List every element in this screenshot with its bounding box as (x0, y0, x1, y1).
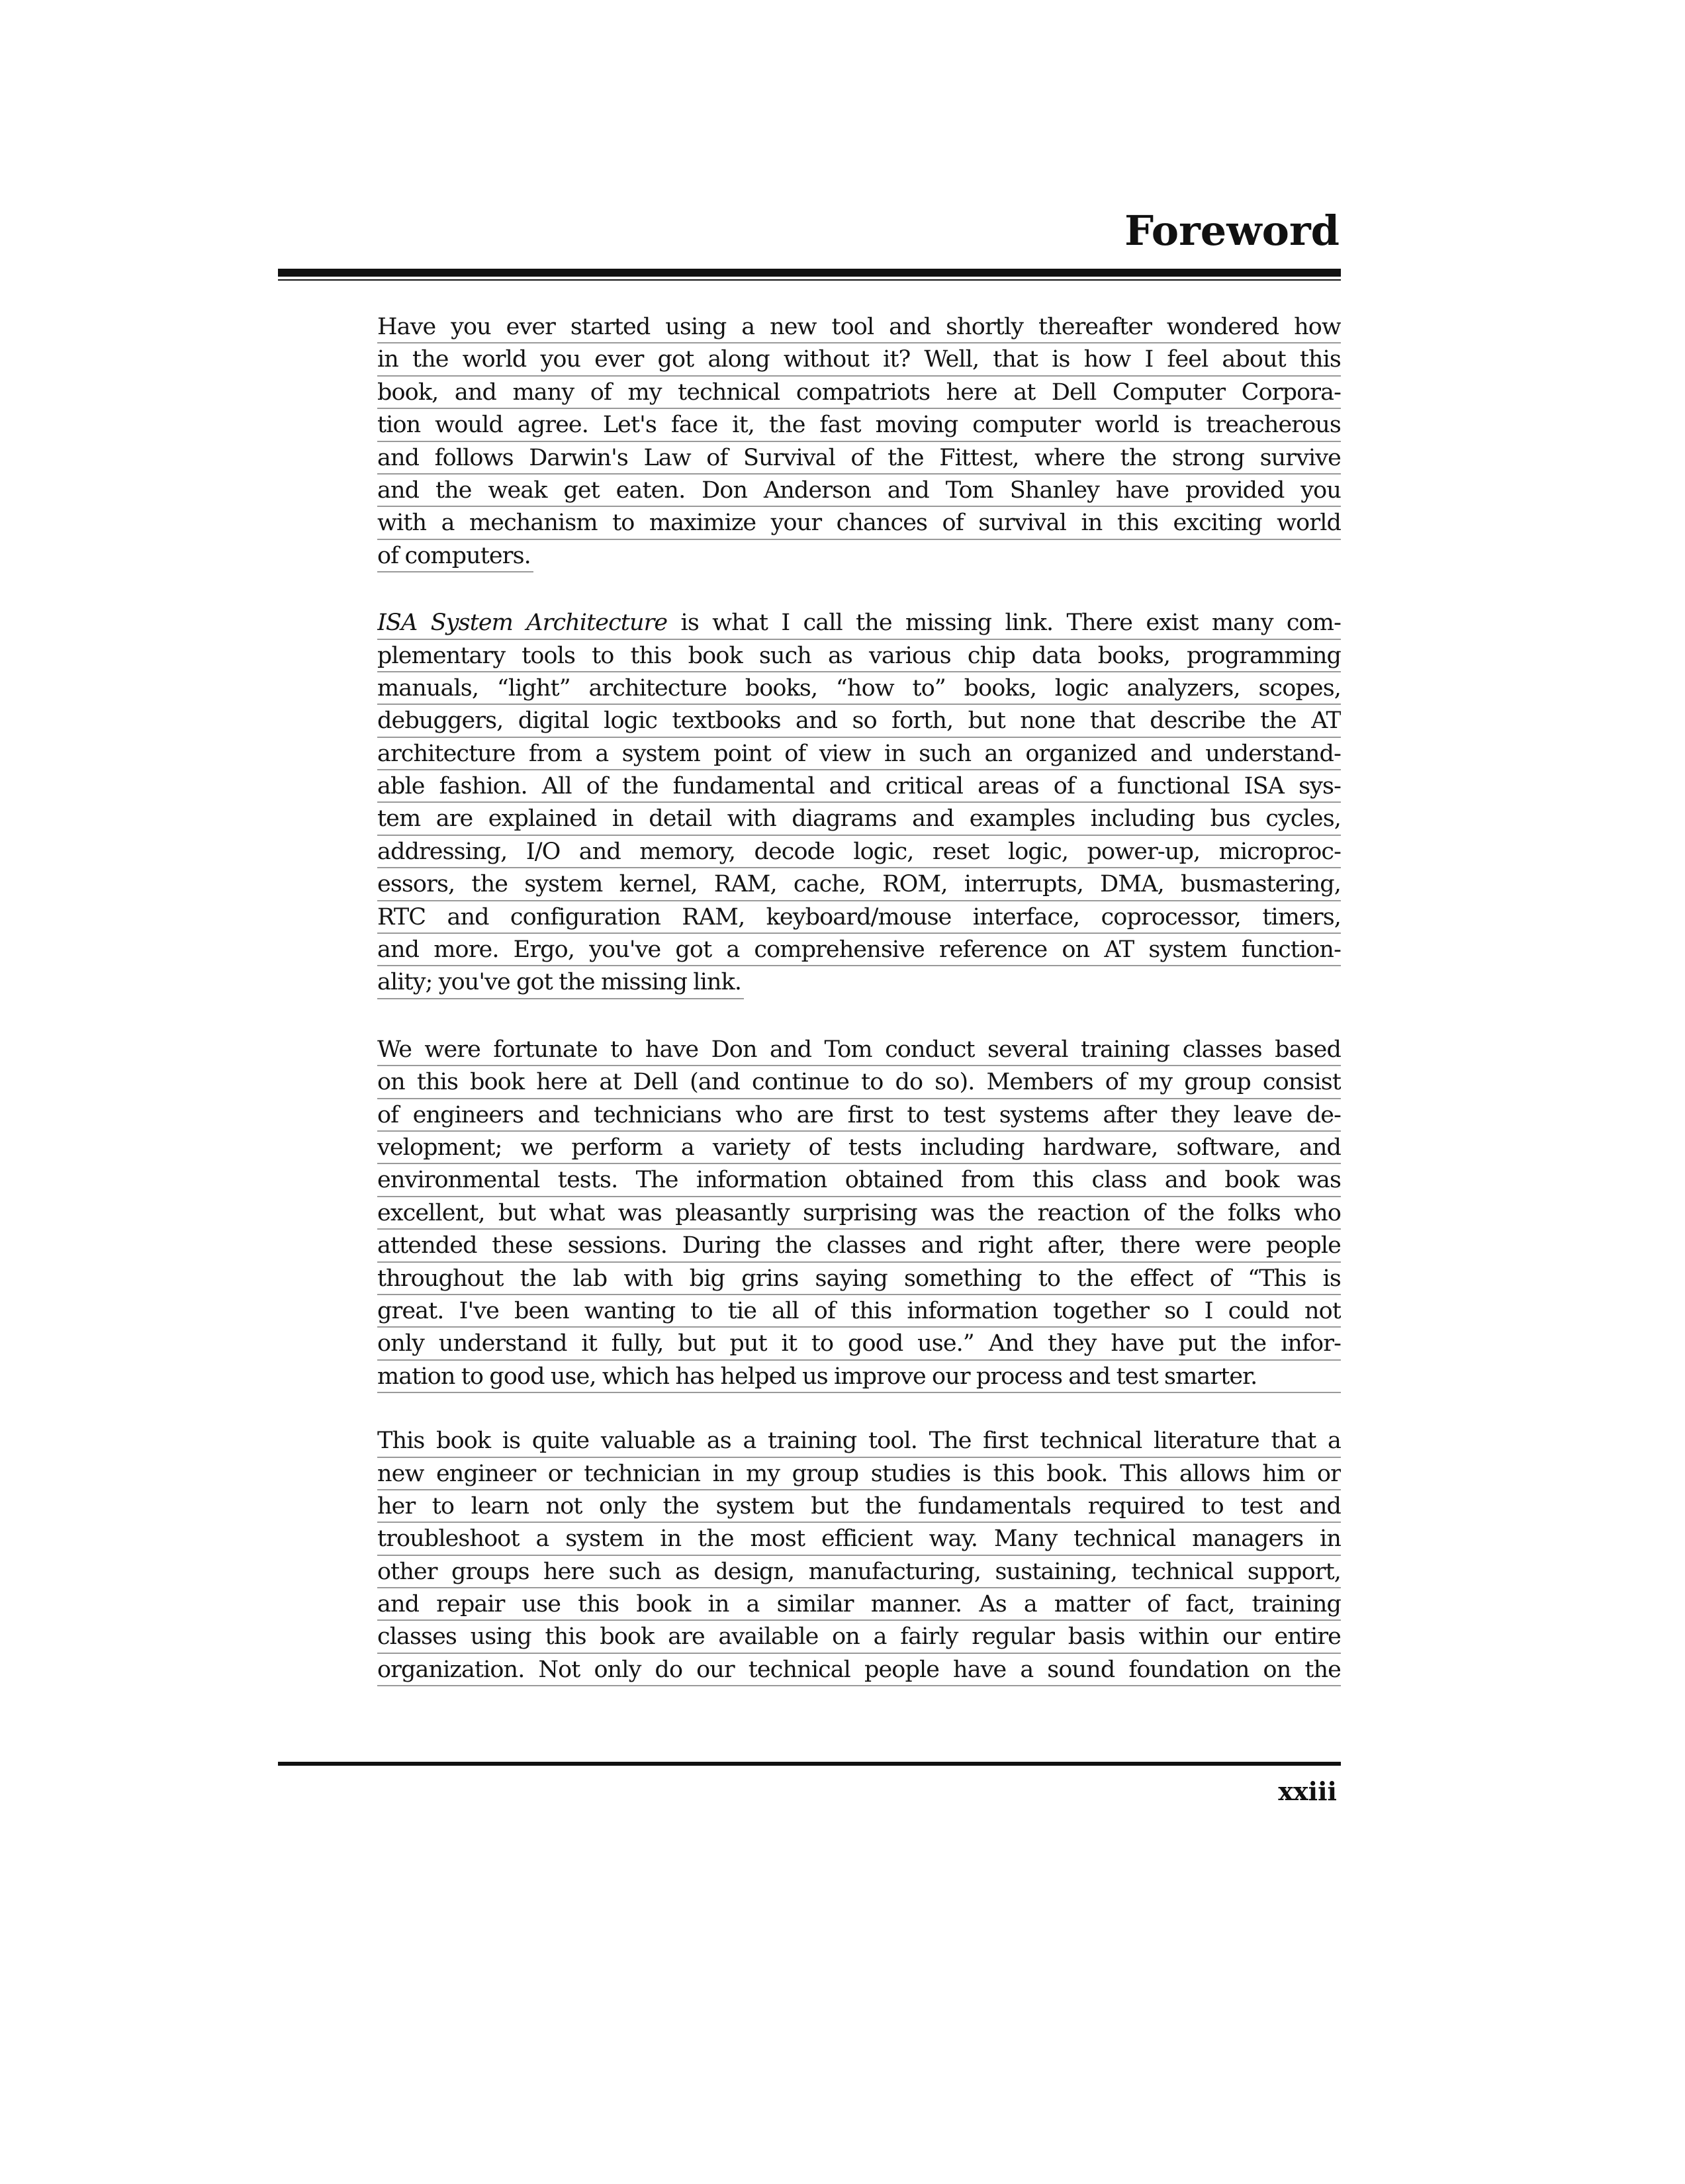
text-fragment: is what I call the missing link. There exist many com- (667, 610, 1341, 637)
text-line: throughout the lab with big grins saying something to the effect of “This is (377, 1263, 1341, 1295)
text-line: classes using this book are available on a fairly regular basis within our entire (377, 1621, 1341, 1653)
text-line: attended these sessions. During the classes and right after, there were people (377, 1230, 1341, 1262)
paragraph-3 (377, 1034, 1341, 1393)
text-line: able fashion. All of the fundamental and critical areas of a functional ISA sys- (377, 770, 1341, 803)
text-line: book, and many of my technical compatriots here at Dell Computer Corpora- (377, 377, 1341, 409)
text-line: addressing, I/O and memory, decode logic, reset logic, power-up, microproc- (377, 836, 1341, 868)
footer-rule (278, 1762, 1341, 1766)
text-line: mation to good use, which has helped us improve our process and test smarter. (377, 1361, 1341, 1393)
paragraph-1 (377, 311, 1341, 575)
text-line: her to learn not only the system but the fundamentals required to test and (377, 1490, 1341, 1523)
text-line: essors, the system kernel, RAM, cache, ROM, interrupts, DMA, busmastering, (377, 868, 1341, 901)
text-line: in the world you ever got along without it? Well, that is how I feel about this (377, 343, 1341, 376)
text-line: organization. Not only do our technical people have a sound foundation on the (377, 1654, 1341, 1686)
text-line: plementary tools to this book such as various chip data books, programming (377, 640, 1341, 672)
text-line: with a mechanism to maximize your chances of survival in this exciting world (377, 507, 1341, 539)
page-title: Foreword (1124, 206, 1340, 255)
text-line: velopment; we perform a variety of tests including hardware, software, and (377, 1132, 1341, 1164)
text-line: and more. Ergo, you've got a comprehensive reference on AT system function- (377, 934, 1341, 966)
text-line: environmental tests. The information obtained from this class and book was (377, 1164, 1341, 1197)
paragraph-4 (377, 1425, 1341, 1686)
header-rule-thin (278, 279, 1341, 281)
paragraph-2 (377, 607, 1341, 1002)
page-number: xxiii (1278, 1776, 1337, 1806)
book-title: ISA System Architecture (377, 610, 668, 637)
text-line: of engineers and technicians who are first to test systems after they leave de- (377, 1099, 1341, 1132)
text-line: ality; you've got the missing link. (377, 966, 744, 999)
text-line: tion would agree. Let's face it, the fast moving computer world is treacherous (377, 409, 1341, 441)
text-line: on this book here at Dell (and continue to do so). Members of my group consist (377, 1066, 1341, 1099)
text-line: manuals, “light” architecture books, “how to” books, logic analyzers, scopes, (377, 672, 1341, 705)
text-line: only understand it fully, but put it to good use.” And they have put the infor- (377, 1328, 1341, 1360)
text-line: troubleshoot a system in the most efficient way. Many technical managers in (377, 1523, 1341, 1555)
text-line: and follows Darwin's Law of Survival of the Fittest, where the strong survive (377, 442, 1341, 475)
foreword-body (377, 311, 1341, 1718)
text-line: other groups here such as design, manufacturing, sustaining, technical support, (377, 1556, 1341, 1588)
text-line: Have you ever started using a new tool and shortly thereafter wondered how (377, 311, 1341, 343)
text-line (377, 607, 1341, 639)
text-line: tem are explained in detail with diagrams and examples including bus cycles, (377, 803, 1341, 835)
text-line: new engineer or technician in my group studies is this book. This allows him or (377, 1458, 1341, 1490)
text-line: This book is quite valuable as a training tool. The first technical literature that a (377, 1425, 1341, 1457)
text-line: of computers. (377, 540, 533, 572)
text-line: excellent, but what was pleasantly surprising was the reaction of the folks who (377, 1197, 1341, 1230)
header-rule (278, 269, 1341, 277)
text-line: great. I've been wanting to tie all of this information together so I could not (377, 1295, 1341, 1328)
text-line: and the weak get eaten. Don Anderson and Tom Shanley have provided you (377, 475, 1341, 507)
text-line: RTC and configuration RAM, keyboard/mouse interface, coprocessor, timers, (377, 901, 1341, 934)
text-line: and repair use this book in a similar manner. As a matter of fact, training (377, 1588, 1341, 1621)
text-line: debuggers, digital logic textbooks and so forth, but none that describe the AT (377, 705, 1341, 737)
text-line: architecture from a system point of view in such an organized and understand- (377, 738, 1341, 770)
text-line: We were fortunate to have Don and Tom conduct several training classes based (377, 1034, 1341, 1066)
